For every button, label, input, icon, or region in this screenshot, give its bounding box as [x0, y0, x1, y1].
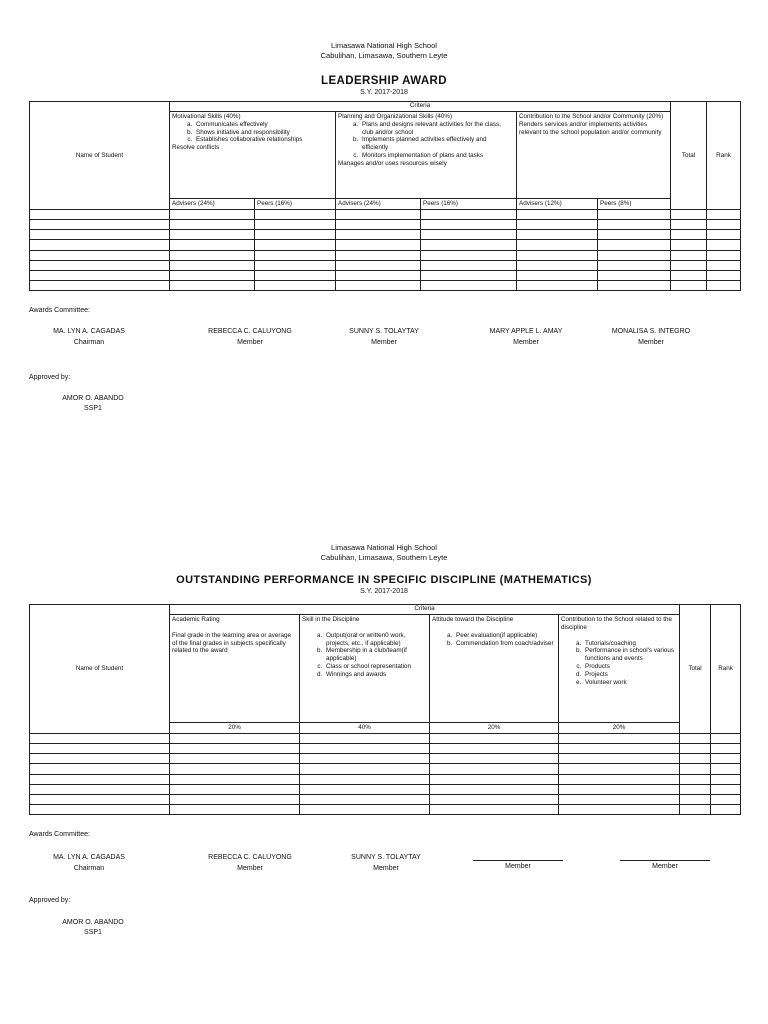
criterion-extra: Resolve conflicts	[172, 144, 220, 152]
table-row	[30, 270, 741, 280]
criterion-title: Skill in the Discipline	[302, 616, 360, 623]
skill-in-discipline-cell	[300, 615, 430, 723]
rank-header: Rank	[711, 605, 741, 734]
table-row	[30, 754, 741, 764]
table-row	[30, 764, 741, 774]
criterion-item: e. Volunteer work	[583, 679, 677, 687]
name-of-student-header: Name of Student	[30, 605, 170, 734]
table-row	[30, 733, 741, 743]
criterion-title: Contribution to the School and/or Community (20%)	[519, 113, 664, 120]
awards-committee-label: Awards Committee:	[29, 307, 90, 314]
criterion-item: b. Membership in a club/team(if applicable)	[324, 647, 427, 663]
member-role: Member	[638, 339, 664, 346]
member-name: SUNNY S. TOLAYTAY	[351, 854, 421, 861]
leadership-award-form	[0, 0, 768, 96]
contribution-cell	[517, 112, 671, 199]
member-role: Chairman	[73, 865, 105, 872]
sub-header: Advisers (12%)	[517, 199, 598, 210]
signature-line	[473, 852, 563, 861]
table-row	[30, 219, 741, 229]
weight-cell: 40%	[300, 723, 430, 734]
criterion-item: c. Products	[583, 663, 677, 671]
signature-line	[620, 852, 710, 861]
form-title: OUTSTANDING PERFORMANCE IN SPECIFIC DISCIPLINE (MATHEMATICS)	[176, 574, 592, 586]
member-name: REBECCA C. CALUYONG	[208, 854, 292, 861]
total-header: Total	[671, 102, 707, 210]
committee-member	[175, 326, 325, 348]
criterion-item: b. Commendation from coach/adviser	[454, 640, 556, 648]
member-name: SUNNY S. TOLAYTAY	[349, 328, 419, 335]
criterion-item: c. Establishes collaborative relationships	[194, 136, 333, 144]
weight-cell: 20%	[170, 723, 300, 734]
school-name: Limasawa National High School	[331, 41, 437, 50]
table-row	[30, 774, 741, 784]
academic-rating-cell	[170, 615, 300, 723]
school-contribution-cell	[559, 615, 680, 723]
school-address: Cabulihan, Limasawa, Southern Leyte	[320, 51, 448, 60]
member-name: REBECCA C. CALUYONG	[208, 328, 292, 335]
table-row	[30, 784, 741, 794]
motivational-skills-cell	[170, 112, 336, 199]
committee-member	[576, 326, 726, 348]
approver	[58, 918, 128, 938]
approver	[58, 394, 128, 414]
criterion-item: d. Winnings and awards	[324, 671, 427, 679]
school-address: Cabulihan, Limasawa, Southern Leyte	[320, 553, 448, 562]
table-row	[30, 250, 741, 260]
weight-cell: 20%	[559, 723, 680, 734]
member-role: Chairman	[73, 339, 105, 346]
approver-name: AMOR O. ABANDO	[62, 919, 124, 926]
sub-header: Peers (8%)	[598, 199, 671, 210]
criterion-item: b. Implements planned activities effectively and efficiently	[360, 136, 514, 152]
table-row	[30, 743, 741, 753]
member-role: Member	[513, 339, 539, 346]
school-year: S.Y. 2017-2018	[360, 89, 408, 96]
blank-signature-member	[443, 852, 593, 872]
member-role: Member	[371, 339, 397, 346]
member-role: Member	[505, 863, 531, 870]
criteria-header: Criteria	[170, 102, 671, 112]
total-header: Total	[680, 605, 711, 734]
approver-name: AMOR O. ABANDO	[62, 395, 124, 402]
discipline-criteria-table	[29, 604, 741, 815]
approved-by-label: Approved by:	[29, 897, 71, 904]
member-name: MARY APPLE L. AMAY	[489, 328, 563, 335]
committee-member	[309, 326, 459, 348]
criterion-item: b. Shows initiative and responsibility	[194, 129, 333, 137]
criterion-item: b. Performance in school's various functions and events	[583, 647, 677, 663]
table-row	[30, 281, 741, 291]
attitude-cell	[430, 615, 559, 723]
awards-committee-label: Awards Committee:	[29, 831, 90, 838]
approved-by-label: Approved by:	[29, 374, 71, 381]
sub-header: Peers (16%)	[421, 199, 517, 210]
blank-signature-member	[590, 852, 740, 872]
weight-cell: 20%	[430, 723, 559, 734]
committee-member	[14, 326, 164, 348]
approver-title: SSP1	[84, 929, 102, 936]
planning-skills-cell	[336, 112, 517, 199]
table-row	[30, 805, 741, 815]
member-role: Member	[652, 863, 678, 870]
criterion-text: Final grade in the learning area or average of the final grades in subjects specifically related to the award	[172, 631, 292, 655]
leadership-criteria-table	[29, 101, 741, 291]
table-row	[30, 260, 741, 270]
criterion-item: d. Projects	[583, 671, 677, 679]
criterion-title: Planning and Organizational Skills (40%)	[338, 113, 453, 120]
table-row	[30, 230, 741, 240]
criteria-header: Criteria	[170, 605, 680, 615]
sub-header: Advisers (24%)	[336, 199, 421, 210]
committee-member	[311, 852, 461, 874]
name-of-student-header: Name of Student	[30, 102, 170, 210]
member-name: MA. LYN A. CAGADAS	[53, 328, 125, 335]
form-title: LEADERSHIP AWARD	[321, 75, 447, 87]
criterion-title: Attitude toward the Discipline	[432, 616, 514, 623]
member-role: Member	[237, 865, 263, 872]
criterion-title: Contribution to the School related to the discipline	[561, 616, 672, 631]
school-year: S.Y. 2017-2018	[360, 588, 408, 595]
sub-header: Advisers (24%)	[170, 199, 255, 210]
criterion-title: Academic Rating	[172, 616, 220, 623]
committee-member	[14, 852, 164, 874]
member-role: Member	[237, 339, 263, 346]
committee-member	[175, 852, 325, 874]
criterion-text: Renders services and/or implements activities relevant to the school population and/or community	[519, 120, 662, 136]
table-row	[30, 794, 741, 804]
table-row	[30, 209, 741, 219]
member-role: Member	[373, 865, 399, 872]
criterion-item: a. Communicates effectively	[194, 121, 333, 129]
member-name: MONALISA S. INTEGRO	[611, 328, 691, 335]
criterion-item: a. Output(oral or written0 work, projects, etc., if applicable)	[324, 632, 427, 648]
criterion-title: Motivational Skills (40%)	[172, 113, 241, 120]
school-name: Limasawa National High School	[331, 543, 437, 552]
approver-title: SSP1	[84, 405, 102, 412]
criterion-item: c. Monitors implementation of plans and tasks	[360, 152, 514, 160]
member-name: MA. LYN A. CAGADAS	[53, 854, 125, 861]
rank-header: Rank	[707, 102, 741, 210]
criterion-item: c. Class or school representation	[324, 663, 427, 671]
math-discipline-form	[0, 536, 768, 595]
criterion-extra: Manages and/or uses resources wisely	[338, 159, 447, 167]
table-row	[30, 240, 741, 250]
criterion-item: a. Peer evaluation(if applicable)	[454, 632, 556, 640]
criterion-item: a. Tutorials/coaching	[583, 640, 677, 648]
criterion-item: a. Plans and designs relevant activities for the class, club and/or school	[360, 121, 514, 137]
sub-header: Peers (16%)	[255, 199, 336, 210]
